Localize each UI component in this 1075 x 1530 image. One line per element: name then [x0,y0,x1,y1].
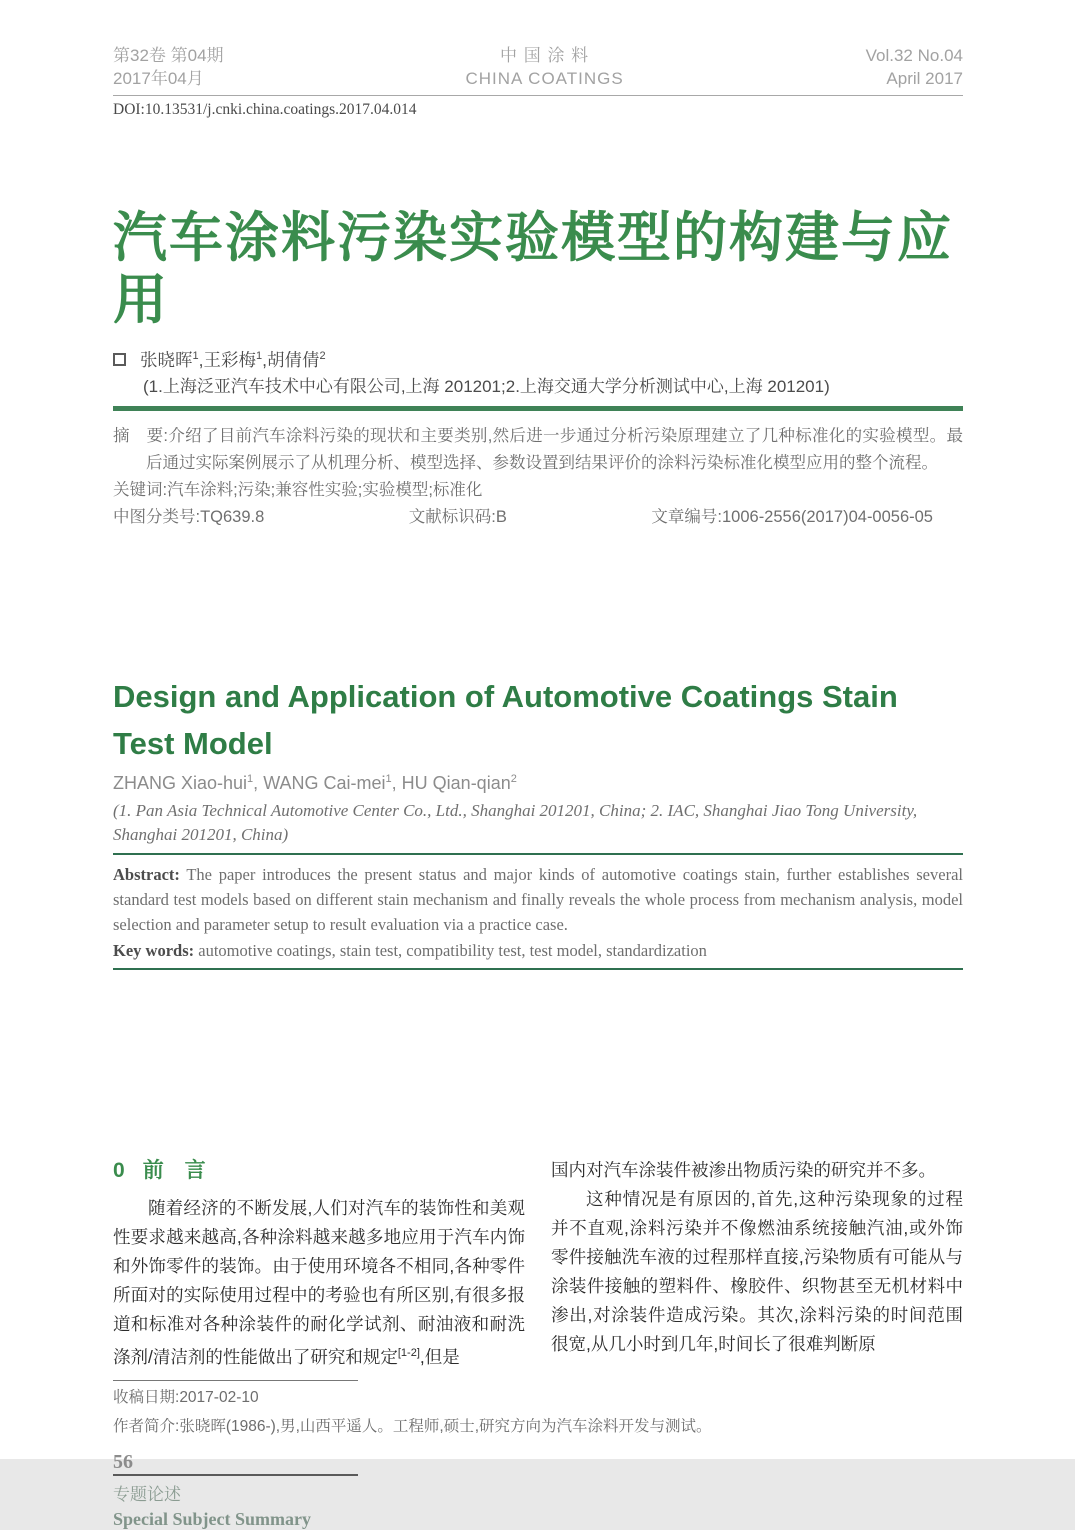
document-code-value: B [495,508,507,526]
section-title: 前 言 [142,1159,206,1182]
document-code [409,504,507,531]
article-title-cn: 汽车涂料污染实验模型的构建与应用 [113,208,953,330]
keywords-en [113,938,963,963]
author-affil-sup: 1 [247,773,254,785]
header-volume-issue-cn [113,44,224,90]
author-cn: 胡倩倩 [267,350,320,370]
body-paragraph: 这种情况是有原因的,首先,这种污染现象的过程并不直观,涂料污染并不像燃油系统接触汽油,或外饰零件接触洗车液的过程那样直接,污染物质有可能从与涂装件接触的塑料件、橡胶件、织物甚至无机材料中渗出,对涂装件造成污染。其次,涂料污染的时间范围很宽,从几小时到几年,时间长了很难判断原 [551,1189,963,1354]
abstract-cn-block [113,423,963,531]
article-id [651,504,933,531]
body-column-left [113,1156,525,1372]
authors-cn [113,347,963,372]
abstract-cn-text: 介绍了目前汽车涂料污染的现状和主要类别,然后进一步通过分析污染原理建立了几种标准化的实验模型。最后通过实际案例展示了从机理分析、模型选择、参数设置到结果评价的涂料污染标准化模型应用的整个流程。 [146,427,963,472]
keywords-cn-text: 汽车涂料;污染;兼容性实验;实验模型;标准化 [167,481,483,499]
footer-divider [113,1474,358,1476]
author-en: WANG Cai-mei [263,773,386,793]
keywords-cn-label: 关键词: [113,481,168,499]
article-body [113,1156,963,1372]
author-affil-sup: 2 [510,773,517,785]
author-separator: , [391,773,402,793]
received-date [113,1385,963,1410]
paragraph-text: 随着经济的不断发展,人们对汽车的装饰性和美观性要求越来越高,各种涂料越来越多地应用于汽车内饰和外饰零件的装饰。由于使用环境各不相同,各种零件所面对的实际使用过程中的考验也有所区别,有很多报道和标准对各种涂装件的耐化学试剂、耐油液和耐洗涤剂/清洁剂的性能做出了研究和规定 [113,1198,525,1367]
keywords-en-text: automotive coatings, stain test, compatibility test, test model, standardization [194,941,707,960]
journal-header [113,44,963,90]
header-volume-cn: 第32卷 第04期 [113,46,224,65]
header-date-en: April 2017 [886,69,963,88]
abstract-en [113,862,963,937]
doi: DOI:10.13531/j.cnki.china.coatings.2017.04.014 [113,101,417,118]
header-date-cn: 2017年04月 [113,69,204,88]
author-affil-sup: 1 [192,350,199,363]
author-cn: 张晓晖 [140,350,193,370]
affiliation-cn: (1.上海泛亚汽车技术中心有限公司,上海 201201;2.上海交通大学分析测试中心,上海 201201) [143,377,830,396]
paragraph-text: ,但是 [419,1346,460,1367]
clc-number [113,504,264,531]
header-volume-issue-en [866,44,963,90]
author-bio-label: 作者简介: [113,1417,180,1435]
body-paragraph [113,1194,525,1372]
clc-label: 中图分类号: [113,508,201,526]
abstract-top-rule [113,853,963,855]
received-date-label: 收稿日期: [113,1388,180,1406]
author-affil-sup: 1 [385,773,392,785]
citation-ref: [1-2] [397,1347,420,1359]
body-column-right [551,1156,963,1372]
footnote-divider [113,1380,358,1381]
section-divider-bar [113,406,963,411]
abstract-cn-label: 摘 要: [113,427,169,445]
journal-name-cn: 中 国 涂 料 [500,46,590,65]
author-affil-sup: 1 [256,350,263,363]
article-id-label: 文章编号: [651,508,722,526]
document-code-label: 文献标识码: [408,508,496,526]
footnote-block [113,1380,963,1439]
header-divider [113,95,963,96]
article-id-value: 1006-2556(2017)04-0056-05 [721,508,933,526]
article-title-en: Design and Application of Automotive Coatings Stain Test Model [113,679,898,761]
keywords-en-label: Key words: [113,941,195,960]
abstract-bottom-rule [113,968,963,970]
paragraph-continuation: 国内对汽车涂装件被渗出物质污染的研究并不多。 [551,1160,936,1180]
authors-en [113,773,963,794]
author-bio [113,1414,963,1439]
section-number: 0 [113,1159,125,1182]
classification-row [113,504,963,531]
page-number: 56 [113,1450,133,1473]
affiliation-en: (1. Pan Asia Technical Automotive Center Co., Ltd., Shanghai 201201, China; 2. IAC, Shanghai Jiao Tong University, Shanghai 201201, China) [113,801,918,844]
author-en: ZHANG Xiao-hui [113,773,248,793]
received-date-value: 2017-02-10 [179,1388,259,1406]
author-en: HU Qian-qian [401,773,511,793]
journal-name-en: CHINA COATINGS [465,69,624,88]
abstract-cn [113,423,963,477]
column-title-cn: 专题论述 [113,1484,181,1504]
author-separator: , [198,350,204,370]
page-footer [113,1451,963,1530]
author-marker-icon [113,353,126,366]
clc-value: TQ639.8 [200,508,265,526]
journal-name [465,44,623,90]
author-affil-sup: 2 [319,350,326,363]
column-title-en: Special Subject Summary [113,1508,311,1529]
abstract-en-text: The paper introduces the present status and major kinds of automotive coatings stain, further establishes several standard test models based on different stain mechanism and finally reveals the whole process from mechanism analysis, model selection and parameter setup to result evaluation via a practice case. [113,865,963,934]
author-separator: , [262,350,267,370]
author-cn-list [140,347,326,372]
keywords-cn [113,477,963,504]
author-bio-value: 张晓晖(1986-),男,山西平遥人。工程师,硕士,研究方向为汽车涂料开发与测试。 [179,1417,712,1435]
header-volume-en: Vol.32 No.04 [865,46,963,65]
author-separator: , [253,773,264,793]
author-cn: 王彩梅 [203,350,256,370]
section-heading [113,1156,525,1186]
abstract-en-label: Abstract: [113,865,180,884]
